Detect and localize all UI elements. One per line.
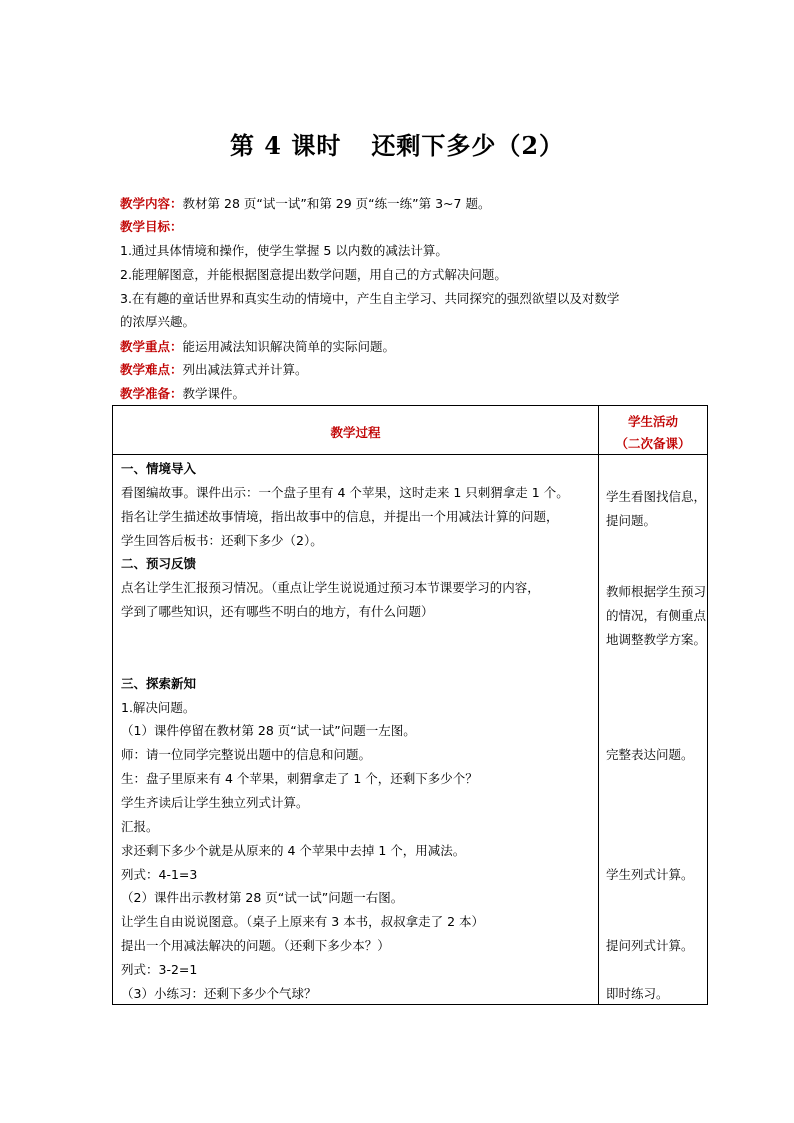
side-note: 即时练习。 [606,986,669,1001]
process-line: （3）小练习：还剩下多少个气球？ [121,986,317,1001]
side-note: 学生列式计算。 [606,867,694,882]
meta-line-goal-3-cont [120,314,700,330]
meta-text: 3.在有趣的童话世界和真实生动的情境中，产生自主学习、共同探究的强烈欲望以及对数学 [120,291,620,306]
meta-text: 能运用减法知识解决简单的实际问题。 [182,339,396,354]
title-lesson-number: 第 4 课时 [229,131,342,160]
meta-text: 教材第 28 页“试一试”和第 29 页“练一练”第 3~7 题。 [182,196,491,211]
meta-text: 2.能理解图意，并能根据图意提出数学问题，用自己的方式解决问题。 [120,267,507,282]
table-header-second-prep: （二次备课） [615,436,691,451]
process-line: 求还剩下多少个就是从原来的 4 个苹果中去掉 1 个，用减法。 [121,843,466,858]
side-note: 教师根据学生预习的情况，有侧重点地调整教学方案。 [606,584,707,647]
process-line: 指名让学生描述故事情境，指出故事中的信息，并提出一个用减法计算的问题， [121,509,559,524]
meta-line-goal-3 [120,291,700,307]
table-header-process: 教学过程 [330,425,381,440]
process-line: 1.解决问题。 [121,700,196,715]
meta-line-content [120,196,700,212]
meta-text: 的浓厚兴趣。 [120,314,196,329]
process-line: 生：盘子里原来有 4 个苹果，刺猬拿走了 1 个，还剩下多少个？ [121,771,478,786]
process-line: （1）课件停留在教材第 28 页“试一试”问题一左图。 [121,723,416,738]
side-note: 学生看图找信息，提问题。 [606,489,707,528]
process-line: 点名让学生汇报预习情况。（重点让学生说说通过预习本节课要学习的内容， [121,580,540,595]
process-line: 让学生自由说说图意。（桌子上原来有 3 本书，叔叔拿走了 2 本） [121,914,485,929]
page-title [0,126,794,161]
meta-line-goal-1 [120,243,700,259]
meta-label: 教学目标： [120,219,183,234]
meta-line-goal-2 [120,267,700,283]
process-line: 学到了哪些知识，还有哪些不明白的地方，有什么问题） [121,604,434,619]
meta-text: 列出减法算式并计算。 [182,362,308,377]
meta-label: 教学准备： [120,386,183,401]
process-line: 列式：4-1=3 [121,867,198,882]
title-lesson-name: 还剩下多少（2） [371,131,565,160]
table-header-activity: 学生活动 [627,414,678,429]
meta-label: 教学内容： [120,196,183,211]
process-line: 看图编故事。课件出示：一个盘子里有 4 个苹果，这时走来 1 只刺猬拿走 1 个。 [121,485,569,500]
process-line: 提出一个用减法解决的问题。（还剩下多少本？） [121,938,390,953]
process-line: 汇报。 [121,819,159,834]
section-heading: 三、探索新知 [121,676,197,691]
meta-line-goals [120,219,700,235]
process-line: 师：请一位同学完整说出题中的信息和问题。 [121,747,372,762]
process-line: （2）课件出示教材第 28 页“试一试”问题一右图。 [121,890,404,905]
meta-line-preparation [120,386,700,402]
header-divider [113,454,707,455]
process-line: 学生齐读后让学生独立列式计算。 [121,795,309,810]
lesson-table [112,405,708,1005]
column-divider [598,406,599,1004]
meta-label: 教学难点： [120,362,183,377]
section-heading: 一、情境导入 [121,461,197,476]
process-line: 学生回答后板书：还剩下多少（2）。 [121,533,323,548]
side-note: 完整表达问题。 [606,747,694,762]
process-line: 列式：3-2=1 [121,962,198,977]
meta-label: 教学重点： [120,339,183,354]
section-heading: 二、预习反馈 [121,556,197,571]
meta-text: 教学课件。 [182,386,246,401]
side-note: 提问列式计算。 [606,938,694,953]
meta-text: 1.通过具体情境和操作，使学生掌握 5 以内数的减法计算。 [120,243,448,258]
meta-line-key-point [120,339,700,355]
meta-line-difficulty [120,362,700,378]
